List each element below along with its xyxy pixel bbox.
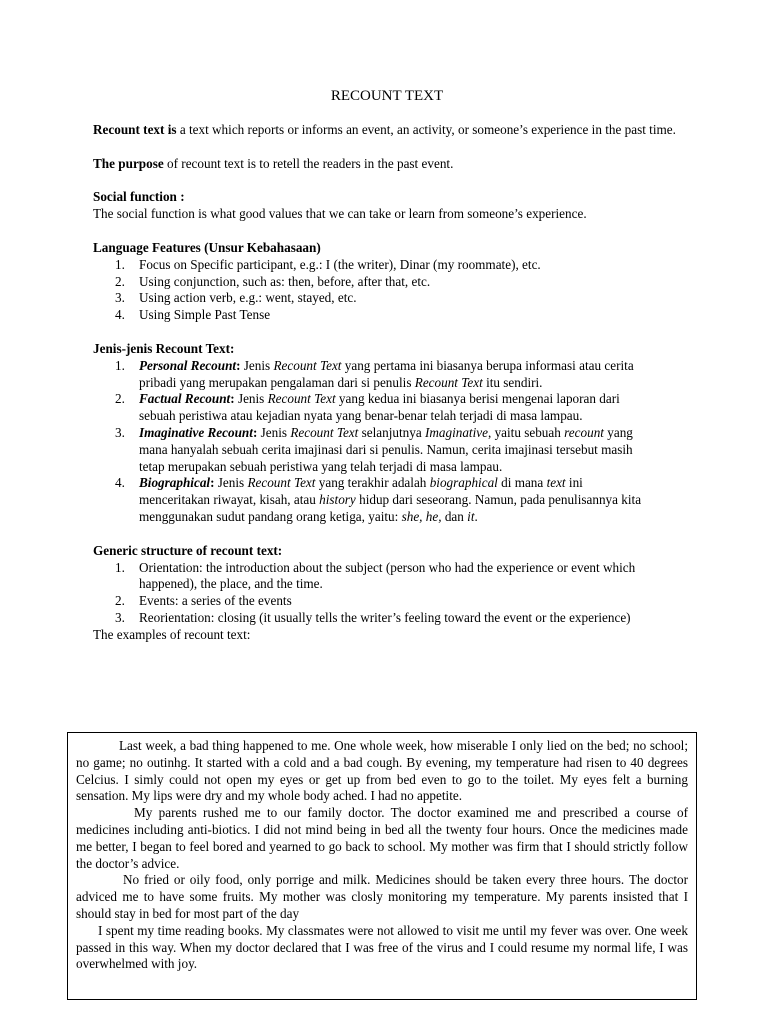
purpose-term: The purpose xyxy=(93,155,164,171)
page-title: RECOUNT TEXT xyxy=(330,88,444,104)
example-paragraph: I spent my time reading books. My classmates were not allowed to visit me until my fever was over. One week passed in this way. When my doctor declared that I was free of the virus and I could resume my normal life, I was overwhelmed with joy. xyxy=(76,922,688,972)
definition-paragraph xyxy=(93,122,695,139)
list-item: 1. Focus on Specific participant, e.g.: I (the writer), Dinar (my roommate), etc. xyxy=(115,256,541,272)
list-item: 2. Using conjunction, such as: then, before, after that, etc. xyxy=(115,273,431,289)
structure-heading: Generic structure of recount text: xyxy=(93,542,283,558)
list-item: 1. Personal Recount: Jenis Recount Text yang pertama ini biasanya berupa informasi atau cerita pribadi yang merupakan pengalaman dari si penulis Recount Text itu sendiri. xyxy=(115,357,634,390)
definition-term: Recount text is xyxy=(93,121,177,137)
language-features-heading: Language Features (Unsur Kebahasaan) xyxy=(93,239,321,255)
definition-text: a text which reports or informs an event, an activity, or someone’s experience in the past time. xyxy=(176,121,676,137)
examples-label: The examples of recount text: xyxy=(93,626,251,642)
example-paragraph: No fried or oily food, only porrige and milk. Medicines should be taken every three hours. The doctor adviced me to have some fruits. My mother was closly monitoring my temperature. My parents insisted that I should stay in bed for most part of the day xyxy=(76,872,688,921)
social-function-text: The social function is what good values that we can take or learn from someone’s experience. xyxy=(93,206,587,222)
list-item: 2. Factual Recount: Jenis Recount Text yang kedua ini biasanya berisi mengenai laporan dari sebuah peristiwa atau kejadian nyata yang benar-benar telah terjadi di masa lampau. xyxy=(115,391,620,424)
list-item: 4. Using Simple Past Tense xyxy=(115,307,271,323)
list-item: 2. Events: a series of the events xyxy=(115,593,292,609)
purpose-text: of recount text is to retell the readers in the past event. xyxy=(163,155,454,171)
document-page xyxy=(93,88,695,644)
list-item: 3. Using action verb, e.g.: went, stayed, etc. xyxy=(115,290,357,306)
example-text-box xyxy=(67,732,697,1000)
list-item: 4. Biographical: Jenis Recount Text yang terakhir adalah biographical di mana text ini menceritakan riwayat, kisah, atau history hidup dari seseorang. Namun, pada penulisannya kita menggunakan sudut pandang orang ketiga, yaitu: she, he, dan it. xyxy=(115,475,642,524)
purpose-paragraph xyxy=(93,156,695,173)
types-list xyxy=(93,358,695,526)
list-item: 1. Orientation: the introduction about the subject (person who had the experience or event which happened), the place, and the time. xyxy=(115,559,636,592)
types-heading: Jenis-jenis Recount Text: xyxy=(93,340,235,356)
example-paragraph: My parents rushed me to our family doctor. The doctor examined me and prescribed a course of medicines including anti-biotics. I did not mind being in bed all the twenty four hours. Once the medicines made me better, I began to feel bored and yearned to go back to school. My mother was firm that I should strictly follow the doctor’s advice. xyxy=(76,805,688,871)
social-function-heading: Social function : xyxy=(93,189,185,205)
list-item: 3. Reorientation: closing (it usually tells the writer’s feeling toward the event or the experience) xyxy=(115,609,631,625)
example-paragraph: Last week, a bad thing happened to me. One whole week, how miserable I only lied on the bed; no school; no game; no outinhg. It started with a cold and a bad cough. By evening, my temperature had risen to 40 degrees Celcius. I simly could not open my eyes or get up from bed even to go to the toilet. My eyes felt a burning sensation. My lips were dry and my whole body ached. I had no appetite. xyxy=(76,738,688,804)
language-features-list xyxy=(93,257,695,324)
structure-list xyxy=(93,560,695,627)
list-item: 3. Imaginative Recount: Jenis Recount Text selanjutnya Imaginative, yaitu sebuah recount yang mana hanyalah sebuah cerita imajinasi dari si penulis. Namun, cerita imajinasi tersebut masih tetap merupakan sebuah peristiwa yang telah terjadi di masa lampau. xyxy=(115,424,633,474)
